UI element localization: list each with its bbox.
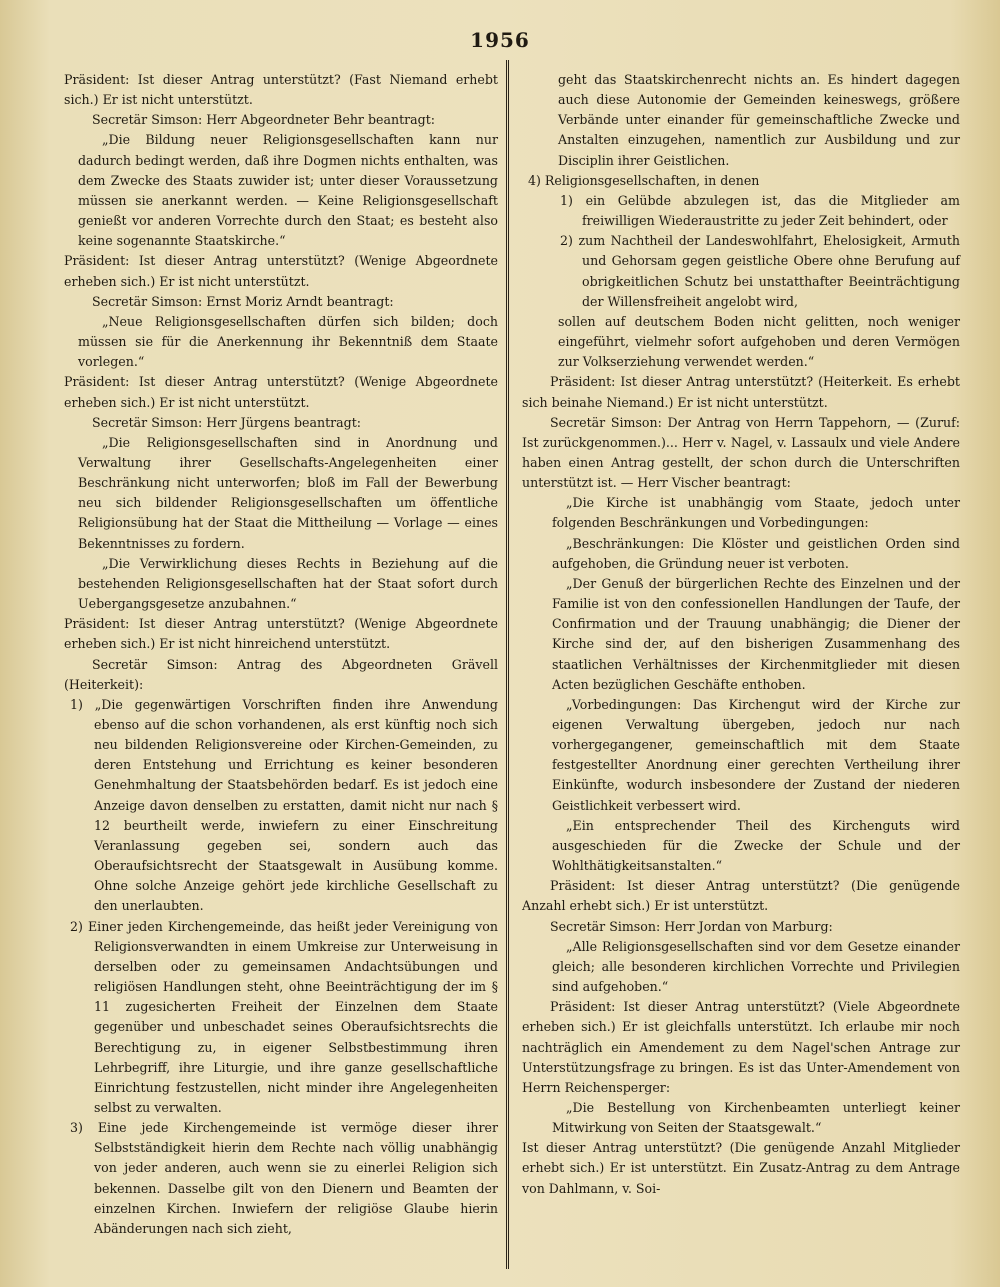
page-number: 1956 bbox=[470, 28, 530, 52]
paragraph: Präsident: Ist dieser Antrag unterstützt? (Wenige Abgeordnete erheben sich.) Er ist nicht unterstützt. bbox=[64, 374, 498, 410]
paragraph: Secretär Simson: Ernst Moriz Arndt beantragt: bbox=[92, 293, 394, 309]
paragraph: Präsident: Ist dieser Antrag unterstützt? (Wenige Abgeordnete erheben sich.) Er ist nicht hinreichend unterstützt. bbox=[64, 616, 498, 652]
paragraph: 2) Einer jeden Kirchengemeinde, das heißt jeder Vereinigung von Religionsverwandten in einem Umkreise zur Unterweisung in derselben oder zu gemeinsamen Andachtsübungen und religiösen Handlungen steht, ohne Beeinträchtigung der im § 11 zugesicherten Freiheit der Einzelnen dem Staate gegenüber und unbeschadet seines Oberaufsichtsrechts die Berechtigung zu, in eigener Selbstbestimmung ihren Lehrbegriff, ihre Liturgie, und ihre ganze gesellschaftliche Einrichtung festzustellen, nicht minder ihre Angelegenheiten selbst zu verwalten. bbox=[70, 918, 498, 1115]
paragraph: „Die Verwirklichung dieses Rechts in Beziehung auf die bestehenden Religionsgesellschaften hat der Staat sofort durch Uebergangsgesetze anzubahnen.“ bbox=[78, 555, 498, 612]
paragraph: „Neue Religionsgesellschaften dürfen sich bilden; doch müssen sie für die Anerkennung ihr Bekenntniß dem Staate vorlegen.“ bbox=[78, 313, 498, 370]
paragraph: Präsident: Ist dieser Antrag unterstützt? (Viele Abgeordnete erheben sich.) Er ist gleichfalls unterstützt. Ich erlaube mir noch nachträglich ein Amendement zu dem Nagel'schen Antrage zur Unterstützungsfrage zu bringen. Es ist das Unter-Amendement von Herrn Reichensperger: bbox=[522, 999, 960, 1095]
column-divider bbox=[506, 60, 509, 1269]
paragraph: geht das Staatskirchenrecht nichts an. Es hindert dagegen auch diese Autonomie der Gemeinden keineswegs, größere Verbände unter einander für gemeinschaftliche Zwecke und Anstalten einzugehen, namentlich zur Ausbildung und zur Disciplin ihrer Geistlichen. bbox=[558, 72, 960, 168]
paragraph: Secretär Simson: Herr Abgeordneter Behr beantragt: bbox=[92, 112, 436, 128]
paragraph: Ist dieser Antrag unterstützt? (Die genügende Anzahl Mitglieder erhebt sich.) Er ist unterstützt. Ein Zusatz-Antrag zu dem Antrage von Dahlmann, v. Soi- bbox=[522, 1140, 960, 1196]
paragraph: Präsident: Ist dieser Antrag unterstützt? (Heiterkeit. Es erhebt sich beinahe Niemand.) Er ist nicht unterstützt. bbox=[522, 374, 960, 410]
paragraph: Präsident: Ist dieser Antrag unterstützt? (Wenige Abgeordnete erheben sich.) Er ist nicht unterstützt. bbox=[64, 253, 498, 289]
paragraph: Secretär Simson: Der Antrag von Herrn Tappehorn, — (Zuruf: Ist zurückgenommen.)... Herr v. Nagel, v. Lassaulx und viele Andere haben einen Antrag gestellt, der schon durch die Unterschriften unterstützt ist. — Herr Vischer beantragt: bbox=[522, 414, 960, 491]
paragraph: 2) zum Nachtheil der Landeswohlfahrt, Ehelosigkeit, Armuth und Gehorsam gegen geistliche Obere ohne Berufung auf obrigkeitlichen Schutz bei unstatthafter Beeinträchtigung der Willensfreiheit angelobt wird, bbox=[560, 233, 960, 309]
paragraph: Secretär Simson: Antrag des Abgeordneten Grävell (Heiterkeit): bbox=[64, 656, 498, 692]
paragraph: „Die Bildung neuer Religionsgesellschaften kann nur dadurch bedingt werden, daß ihre Dogmen nichts enthalten, was dem Zwecke des Staats zuwider ist; unter dieser Voraussetzung müssen sie anerkannt werden. — Keine Religionsgesellschaft genießt vor anderen Vorrechte durch den Staat; es besteht also keine sogenannte Staatskirche.“ bbox=[78, 132, 498, 249]
paragraph: 3) Eine jede Kirchengemeinde ist vermöge dieser ihrer Selbstständigkeit hierin dem Rechte nach völlig unabhängig von jeder anderen, auch wenn sie zu einerlei Religion sich bekennen. Dasselbe gilt von den Dienern und Beamten der einzelnen Kirchen. Inwiefern der religiöse Glaube hierin Abänderungen nach sich zieht, bbox=[70, 1120, 498, 1236]
paragraph: „Ein entsprechender Theil des Kirchenguts wird ausgeschieden für die Zwecke der Schule und der Wohlthätigkeitsanstalten.“ bbox=[552, 817, 960, 874]
paragraph: 1) ein Gelübde abzulegen ist, das die Mitglieder am freiwilligen Wiederaustritte zu jeder Zeit behindert, oder bbox=[560, 192, 960, 229]
left-column bbox=[64, 70, 498, 1239]
paragraph: Secretär Simson: Herr Jürgens beantragt: bbox=[92, 414, 362, 430]
paragraph: 1) „Die gegenwärtigen Vorschriften finden ihre Anwendung ebenso auf die schon vorhandenen, als erst künftig noch sich neu bildenden Religionsvereine oder Kirchen-Gemeinden, zu deren Entstehung und Errichtung es keiner besonderen Genehmhaltung der Staatsbehörden bedarf. Es ist jedoch eine Anzeige davon denselben zu erstatten, damit nicht nur nach § 12 beurtheilt werde, inwiefern zu einer Einschreitung Veranlassung gegeben sei, sondern auch das Oberaufsichtsrecht der Staatsgewalt in Ausübung komme. Ohne solche Anzeige gehört jede kirchliche Gesellschaft zu den unerlaubten. bbox=[70, 696, 498, 914]
right-column bbox=[522, 70, 960, 1199]
paragraph: „Alle Religionsgesellschaften sind vor dem Gesetze einander gleich; alle besonderen kirchlichen Vorrechte und Privilegien sind aufgehoben.“ bbox=[552, 938, 960, 995]
paragraph: Präsident: Ist dieser Antrag unterstützt? (Die genügende Anzahl erhebt sich.) Er ist unterstützt. bbox=[522, 878, 960, 914]
paragraph: „Vorbedingungen: Das Kirchengut wird der Kirche zur eigenen Verwaltung übergeben, jedoch nur nach vorhergegangener, gemeinschaftlich mit dem Staate festgestellter Anordnung einer gerechten Vertheilung ihrer Einkünfte, wodurch insbesondere der Zustand der niederen Geistlichkeit verbessert wird. bbox=[552, 696, 960, 813]
paragraph: „Beschränkungen: Die Klöster und geistlichen Orden sind aufgehoben, die Gründung neuer ist verboten. bbox=[552, 535, 960, 571]
paragraph: „Die Religionsgesellschaften sind in Anordnung und Verwaltung ihrer Gesellschafts-Angelegenheiten einer Beschränkung nicht unterworfen; bloß im Fall der Bewerbung neu sich bildender Religionsgesellschaften um öffentliche Religionsübung hat der Staat die Mittheilung — Vorlage — eines Bekenntnisses zu fordern. bbox=[78, 434, 498, 551]
paragraph: „Die Kirche ist unabhängig vom Staate, jedoch unter folgenden Beschränkungen und Vorbedingungen: bbox=[552, 495, 960, 531]
paragraph: Secretär Simson: Herr Jordan von Marburg: bbox=[550, 918, 833, 934]
paragraph: sollen auf deutschem Boden nicht gelitten, noch weniger eingeführt, vielmehr sofort aufgehoben und deren Vermögen zur Volkserziehung verwendet werden.“ bbox=[558, 313, 960, 370]
paragraph: Präsident: Ist dieser Antrag unterstützt? (Fast Niemand erhebt sich.) Er ist nicht unterstützt. bbox=[64, 72, 498, 108]
paragraph: „Die Bestellung von Kirchenbeamten unterliegt keiner Mitwirkung von Seiten der Staatsgewalt.“ bbox=[552, 1099, 960, 1136]
paragraph: 4) Religionsgesellschaften, in denen bbox=[528, 172, 760, 188]
paragraph: „Der Genuß der bürgerlichen Rechte des Einzelnen und der Familie ist von den confessionellen Handlungen der Taufe, der Confirmation und der Trauung unabhängig; die Diener der Kirche sind der, auf den bisherigen Zusammenhang des staatlichen Verhältnisses der Kirchenmitglieder mit diesen Acten bezüglichen Geschäfte enthoben. bbox=[552, 575, 960, 692]
